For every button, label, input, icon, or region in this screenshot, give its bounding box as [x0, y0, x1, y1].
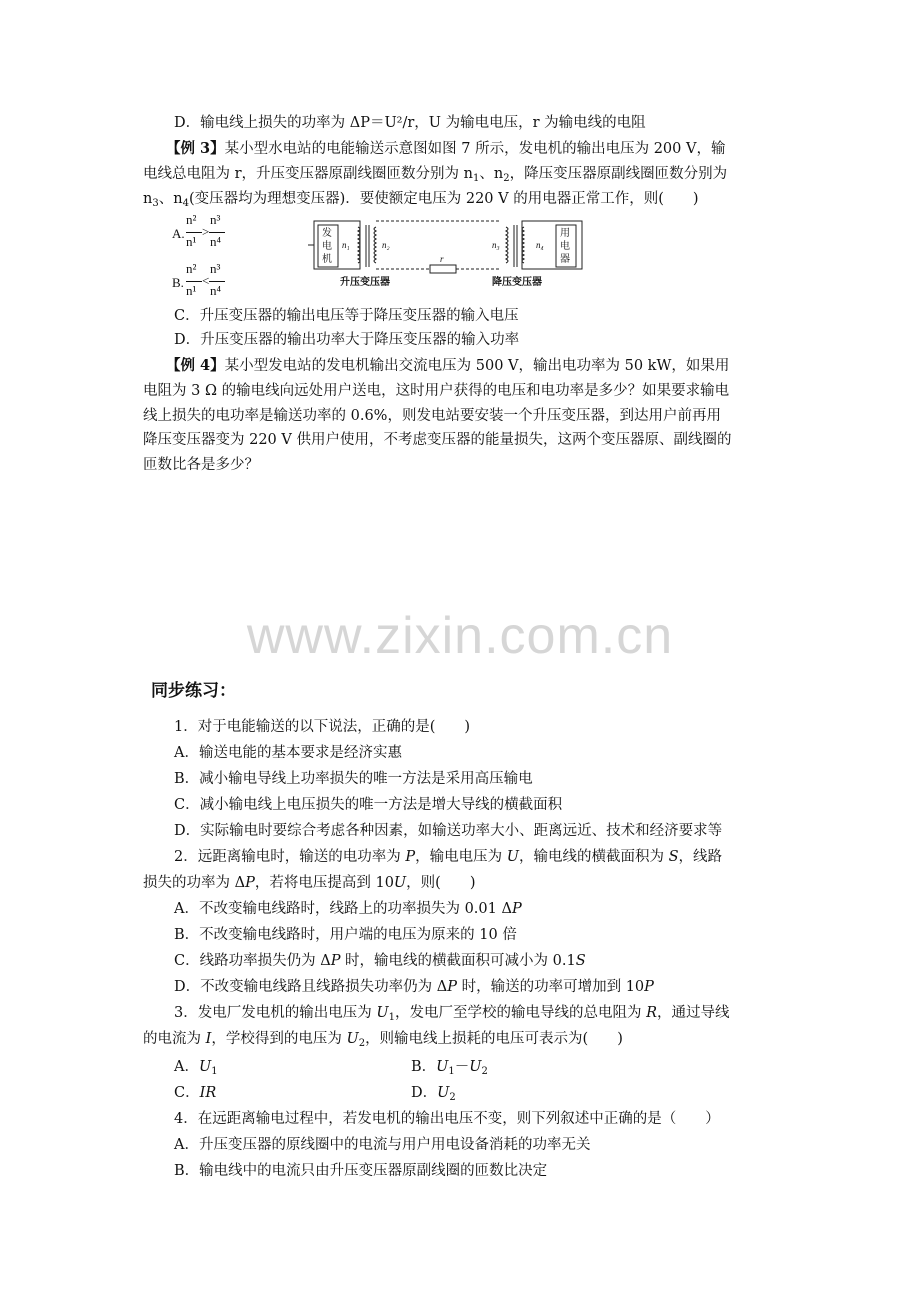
generator-label-3: 机 — [322, 254, 332, 265]
q2-option-d: D．不改变输电线路且线路损失功率仍为 ΔP 时，输送的功率可增加到 10P — [174, 979, 654, 995]
n2-label: n₂ — [382, 240, 390, 250]
watermark: www.zixin.com.cn — [246, 607, 674, 665]
q3-option-d: D．$U_2$ — [411, 1085, 456, 1103]
section-heading: 同步练习： — [151, 681, 236, 701]
appliance-label-1: 用 — [560, 228, 570, 239]
example-4-text: 某小型发电站的发电机输出交流电压为 500 V，输出电功率为 50 kW，如果用 — [224, 358, 730, 374]
q3-option-a: A．$U_1$ — [174, 1059, 218, 1077]
q2-option-c: C．线路功率损失仍为 ΔP 时，输电线的横截面积可减小为 0.1S — [174, 953, 586, 969]
step-down-transformer-label: 降压变压器 — [492, 277, 542, 288]
q1-option-c: C．减小输电线上电压损失的唯一方法是增大导线的横截面积 — [174, 797, 563, 813]
example-3-line-2: 电线总电阻为 r，升压变压器原副线圈匝数分别为 $n_1$、$n_2$，降压变压器原副线圈匝数分别为 — [143, 166, 728, 184]
q1-option-b: B．减小输电导线上功率损失的唯一方法是采用高压输电 — [174, 771, 533, 787]
q2-option-b: B．不改变输电线路时，用户端的电压为原来的 10 倍 — [174, 927, 517, 943]
example-3-text: 某小型水电站的电能输送示意图如图 7 所示，发电机的输出电压为 200 V，输 — [224, 141, 726, 157]
option-b-fraction: B. n² n¹ < n³ n⁴ — [172, 262, 232, 302]
option-c-text: C．升压变压器的输出电压等于降压变压器的输入电压 — [174, 308, 519, 324]
power-transmission-diagram — [300, 215, 590, 289]
example-4-tag: 【例 4】 — [166, 357, 225, 374]
option-b-label: B. — [172, 275, 184, 290]
generator-label-1: 发 — [322, 228, 332, 239]
example-3-line-3: $n_3$、$n_4$(变压器均为理想变压器)．要使额定电压为 220 V 的用电器正常工作，则( ) — [143, 191, 699, 209]
appliance-label-3: 器 — [560, 254, 570, 265]
q3-option-b: B．$U_1-U_2$ — [411, 1059, 488, 1077]
option-a-label: A. — [172, 226, 185, 241]
q2-stem-line-1: 2．远距离输电时，输送的电功率为 P，输电电压为 U，输电线的横截面积为 S，线路 — [174, 849, 722, 865]
q1-option-d: D．实际输电时要综合考虑各种因素，如输送功率大小、距离远近、技术和经济要求等 — [174, 823, 723, 839]
n4-label: n₄ — [536, 240, 544, 250]
example-4-line-5: 匝数比各是多少？ — [143, 457, 259, 473]
q2-option-a: A．不改变输电线路时，线路上的功率损失为 0.01 ΔP — [174, 901, 522, 917]
n1-label: n₁ — [342, 240, 350, 250]
q4-stem: 4．在远距离输电过程中，若发电机的输出电压不变，则下列叙述中正确的是（ ） — [174, 1111, 720, 1127]
q3-stem-line-2: 的电流为 I，学校得到的电压为 $U_2$，则输电线上损耗的电压可表示为( ) — [143, 1031, 623, 1049]
q3-option-c: C．IR — [174, 1085, 217, 1101]
q4-option-b: B．输电线中的电流只由升压变压器原副线圈的匝数比决定 — [174, 1163, 548, 1179]
q3-stem-line-1: 3．发电厂发电机的输出电压为 $U_1$，发电厂至学校的输电导线的总电阻为 R，通过导线 — [174, 1005, 730, 1023]
option-d-text-2: D．升压变压器的输出功率大于降压变压器的输入功率 — [174, 332, 520, 348]
example-4-line-4: 降压变压器变为 220 V 供用户使用，不考虑变压器的能量损失，这两个变压器原、副线圈的 — [143, 432, 732, 448]
example-4-line-3: 线上损失的电功率是输送功率的 0.6%，则发电站要安装一个升压变压器，到达用户前再用 — [143, 408, 721, 424]
generator-label-2: 电 — [322, 241, 332, 252]
option-d-text: D．输电线上损失的功率为 ΔP＝U²/r，U 为输电电压，r 为输电线的电阻 — [174, 115, 646, 131]
example-3-tag: 【例 3】 — [166, 140, 225, 157]
example-4-line-2: 电阻为 3 Ω 的输电线向远处用户送电，这时用户获得的电压和电功率是多少？如果要求输电 — [143, 383, 730, 399]
option-a-fraction: A. n² n¹ > n³ n⁴ — [172, 213, 232, 253]
resistance-label: r — [440, 254, 444, 264]
n3-label: n₃ — [492, 240, 500, 250]
example-4-line-1 — [166, 356, 729, 376]
q2-stem-line-2: 损失的功率为 ΔP，若将电压提高到 10U，则( ) — [143, 875, 476, 891]
q1-stem: 1．对于电能输送的以下说法，正确的是( ) — [174, 719, 471, 735]
example-3-line-1 — [166, 139, 725, 159]
appliance-label-2: 电 — [560, 241, 570, 252]
q1-option-a: A．输送电能的基本要求是经济实惠 — [174, 745, 402, 761]
step-up-transformer-label: 升压变压器 — [340, 277, 390, 288]
q4-option-a: A．升压变压器的原线圈中的电流与用户用电设备消耗的功率无关 — [174, 1137, 591, 1153]
